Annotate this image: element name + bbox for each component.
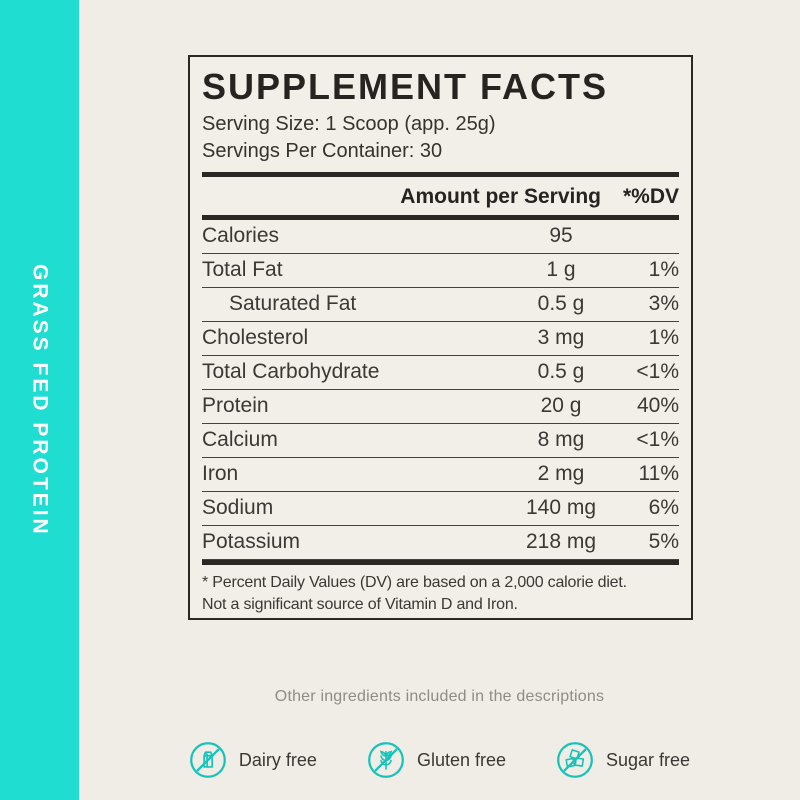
divider-thick: [202, 560, 679, 565]
row-label: Total Carbohydrate: [202, 360, 380, 383]
row-amount: 0.5 g: [537, 360, 585, 383]
table-row-iron: [202, 458, 679, 492]
table-row-total-fat: [202, 254, 679, 288]
no-dairy-icon: [189, 741, 227, 779]
badge-label: Gluten free: [416, 749, 507, 770]
no-gluten-icon: [367, 741, 405, 779]
row-dv: 6%: [648, 496, 679, 519]
product-name-vertical: GRASS FED PROTEIN: [28, 263, 52, 537]
table-row-total-carbohydrate: [202, 356, 679, 390]
row-dv: 3%: [648, 292, 679, 315]
panel-title: SUPPLEMENT FACTS: [202, 66, 609, 107]
row-label: Sodium: [202, 496, 274, 519]
badge-label: Sugar free: [606, 749, 691, 770]
column-header-amount: Amount per Serving: [400, 185, 601, 208]
row-amount: 20 g: [540, 394, 582, 417]
row-amount: 1 g: [546, 258, 576, 281]
row-label: Calories: [202, 224, 280, 247]
row-amount: 218 mg: [525, 530, 597, 553]
row-label: Total Fat: [202, 258, 283, 281]
footnote-line-1: * Percent Daily Values (DV) are based on a 2,000 calorie diet.: [202, 574, 627, 591]
other-ingredients-note: Other ingredients included in the descriptions: [274, 688, 605, 705]
badge-gluten-free: [367, 741, 506, 779]
serving-size-line: Serving Size: 1 Scoop (app. 25g): [202, 113, 496, 135]
table-row-potassium: [202, 526, 679, 560]
daily-value-footnote: [202, 572, 679, 615]
row-label: Calcium: [202, 428, 278, 451]
row-amount: 140 mg: [525, 496, 597, 519]
row-amount: 3 mg: [537, 326, 585, 349]
supplement-facts-panel: [188, 55, 693, 620]
badge-row: [79, 741, 800, 779]
row-amount: 0.5 g: [537, 292, 585, 315]
table-row-calcium: [202, 424, 679, 458]
row-dv: 5%: [648, 530, 679, 553]
table-row-cholesterol: [202, 322, 679, 356]
row-dv: 1%: [648, 258, 679, 281]
row-amount: 8 mg: [537, 428, 585, 451]
badge-dairy-free: [189, 741, 317, 779]
table-row-saturated-fat: [202, 288, 679, 322]
column-header-dv: *%DV: [622, 185, 679, 208]
row-dv: <1%: [636, 428, 679, 451]
badge-sugar-free: [556, 741, 690, 779]
row-amount: 2 mg: [537, 462, 585, 485]
row-label: Protein: [202, 394, 269, 417]
footnote-line-2: Not a significant source of Vitamin D and Iron.: [202, 595, 518, 613]
no-sugar-icon: [556, 741, 594, 779]
row-dv: 40%: [636, 394, 679, 417]
table-header-row: [202, 177, 679, 215]
sidebar: [0, 0, 79, 800]
row-label: Cholesterol: [202, 326, 309, 349]
servings-per-container-line: Servings Per Container: 30: [202, 140, 443, 162]
row-label: Iron: [202, 462, 239, 485]
table-row-sodium: [202, 492, 679, 526]
table-row-calories: [202, 220, 679, 254]
badge-label: Dairy free: [238, 749, 317, 770]
row-dv: 1%: [648, 326, 679, 349]
row-dv: <1%: [636, 360, 679, 383]
row-label: Potassium: [202, 530, 301, 553]
row-label: Saturated Fat: [229, 292, 357, 315]
row-amount: 95: [549, 224, 573, 247]
table-row-protein: [202, 390, 679, 424]
row-dv: 11%: [638, 462, 679, 485]
